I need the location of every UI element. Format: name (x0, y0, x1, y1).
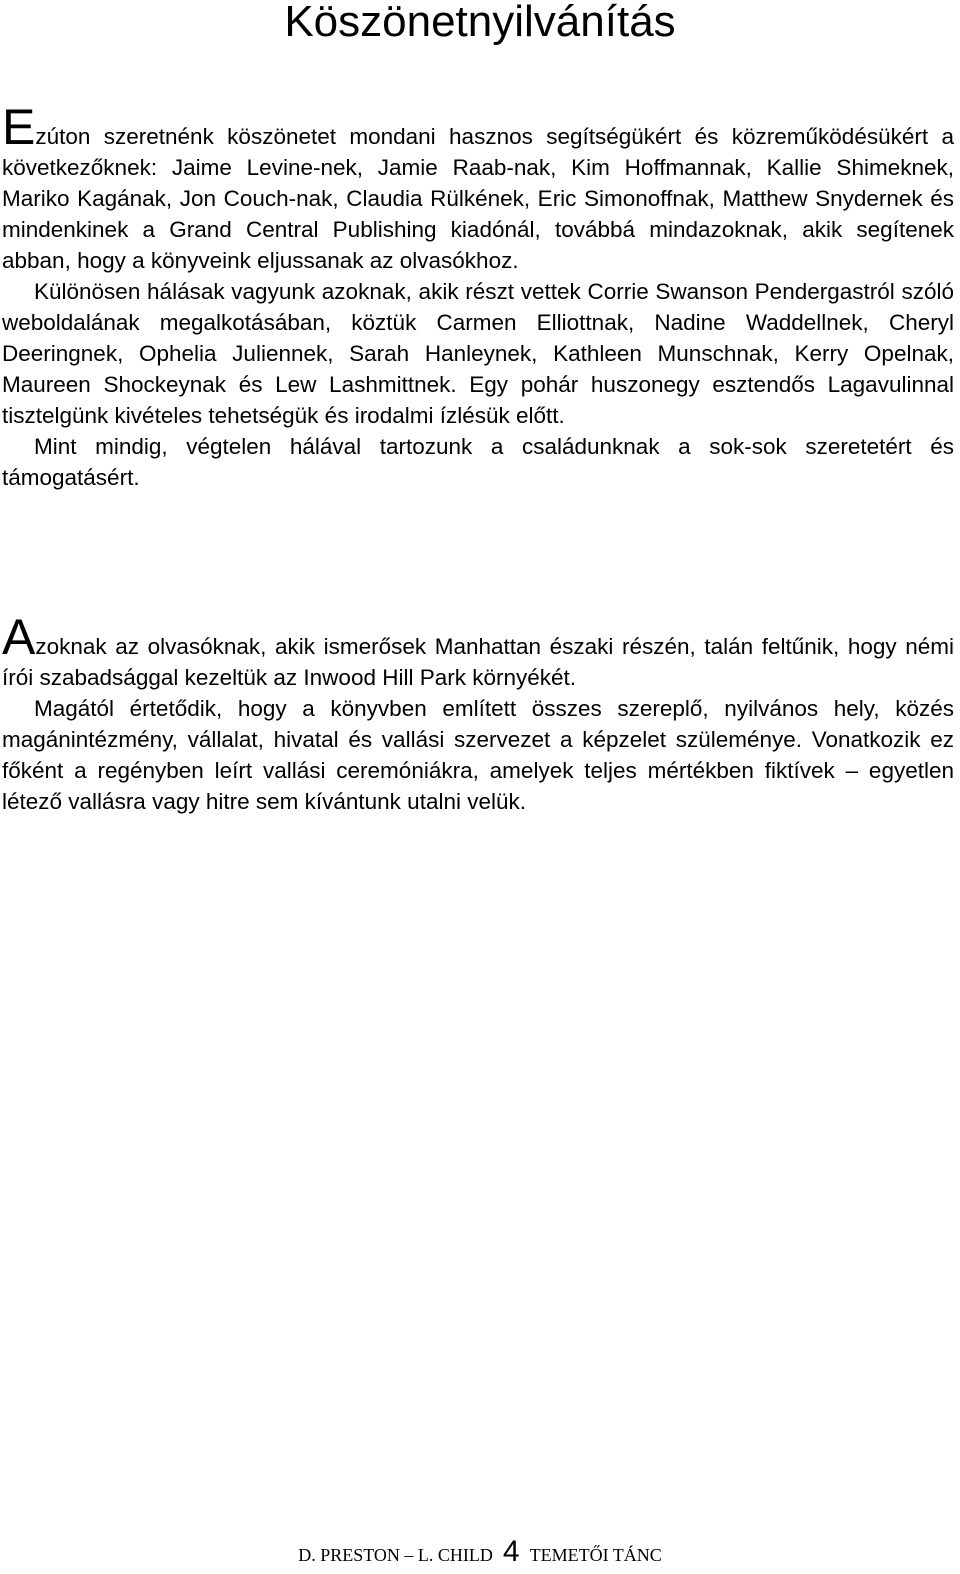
paragraph-5: Magától értetődik, hogy a könyvben említett összes szereplő, nyilvános hely, közés magánintézmény, vállalat, hivatal és vallási szervezet a képzelet szüleménye. Vonatkozik ez főként a regényben leírt vallási ceremóniákra, amelyek teljes mértékben fiktívek – egyetlen létező vallásra vagy hitre sem kívántunk utalni velük. (2, 696, 954, 814)
paragraph-2: Különösen hálásak vagyunk azoknak, akik részt vettek Corrie Swanson Pendergastról szóló weboldalának megalkotásában, köztük Carmen Elliottnak, Nadine Waddellnek, Cheryl Deeringnek, Ophelia Juliennek, Sarah Hanleynek, Kathleen Munschnak, Kerry Opelnak, Maureen Shockeynak és Lew Lashmittnek. Egy pohár huszonegy esztendős Lagavulinnal tisztelgünk kivételes tehetségük és irodalmi ízlésük előtt. (2, 279, 954, 428)
disclaimer-section (2, 609, 954, 817)
footer-authors: D. PRESTON – L. CHILD (298, 1545, 493, 1565)
drop-cap: E (2, 99, 36, 155)
drop-cap: A (2, 609, 36, 665)
footer-book-title: TEMETŐI TÁNC (529, 1545, 662, 1565)
paragraph-4-text: zoknak az olvasóknak, akik ismerősek Manhattan északi részén, talán feltűnik, hogy némi írói szabadsággal kezeltük az Inwood Hill Park környékét. (2, 634, 954, 690)
paragraph-1 (2, 99, 954, 276)
paragraph-3: Mint mindig, végtelen hálával tartozunk a családunknak a sok-sok szeretetért és támogatásért. (2, 434, 954, 490)
page-title: Köszönetnyilvánítás (284, 0, 676, 46)
page-number: 4 (502, 1535, 520, 1568)
page-footer (0, 1536, 960, 1571)
paragraph-1-text: zúton szeretnénk köszönetet mondani hasznos segítségükért és közreműködésükért a következőknek: Jaime Levine-nek, Jamie Raab-nak, Kim Hoffmannak, Kallie Shimeknek, Mariko Kagának, Jon Couch-nak, Claudia Rülkének, Eric Simonoffnak, Matthew Snydernek és mindenkinek a Grand Central Publishing kiadónál, továbbá mindazoknak, akik segítenek abban, hogy a könyveink eljussanak az olvasókhoz. (2, 124, 954, 273)
paragraph-4 (2, 609, 954, 693)
acknowledgements-section (2, 99, 954, 493)
